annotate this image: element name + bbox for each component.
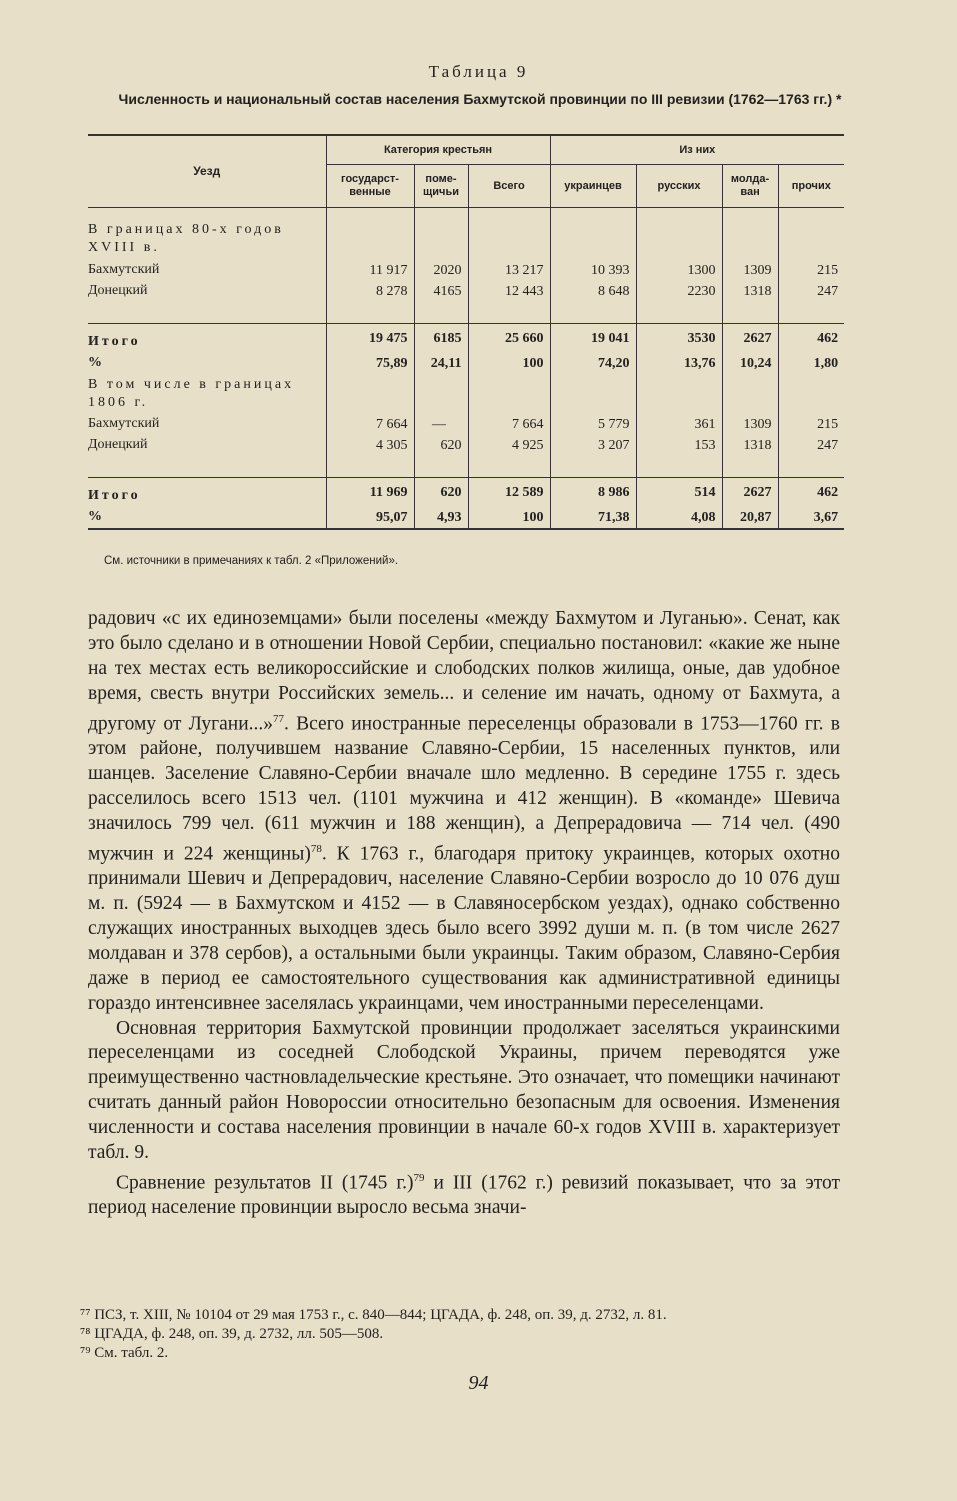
paragraph: радович «с их единоземцами» были поселены «между Бахмутом и Луганью». Сенат, как это было сделано и в отношении Новой Сербии, специально постановил: «какие же ныне на тех местах есть великороссийские и слободских полков жилища, оные, дав удобное время, свесть внутри Российских земель... и селение им начать, одному от Бахмута, а другому от Лугани...»$^{77}$. Всего иностранные переселенцы образовали в 1753—1760 гг. в этом районе, получившем название Славяно-Сербии, 15 населенных пунктов, или шанцев. Заселение Славяно-Сербии вначале шло медленно. В середине 1755 г. здесь расселилось всего 1513 чел. (1101 мужчина и 412 женщин). В «команде» Шевича значилось 799 чел. (611 мужчин и 188 женщин), а Депрерадовича — 714 чел. (490 мужчин и 224 женщины)$^{78}$. К 1763 г., благодаря притоку украинцев, которых охотно принимали Шевич и Депрерадович, население Славяно-Сербии возросло до 10 076 душ м. п. (5924 — в Бахмутском и 4152 — в Славяносербском уездах), однако собственно служащих иностранных выходцев здесь было всего 3992 души м. п. (в том числе 2627 молдаван и 378 сербов), а остальными были украинцы. Таким образом, Славяно-Сербия даже в период ее самостоятельного существования как административной единицы гораздо интенсивнее заселялась украинцами, чем иностранными переселенцами.: [88, 608, 840, 1014]
population-table: [88, 134, 844, 530]
footnote-ref: 78: [310, 842, 322, 855]
header-uezd: Уезд: [88, 135, 326, 208]
footnotes: [80, 1306, 840, 1363]
section-label: В границах 80-х годов XVIII в.: [88, 221, 284, 255]
footnote: ⁷⁸ ЦГАДА, ф. 248, оп. 39, д. 2732, лл. 505—508.: [80, 1326, 384, 1342]
footnote: ⁷⁹ См. табл. 2.: [80, 1345, 169, 1361]
header-mold: молда-ван: [722, 165, 778, 208]
table-title: Численность и национальный состав населения Бахмутской провинции по III ревизии (1762—1763 гг.) *: [118, 91, 842, 107]
table-caption: Таблица 9: [428, 62, 529, 81]
table-row: Донецкий 4 305 620 4 925 3 207 153 1318 247: [88, 435, 844, 456]
header-ukr: украинцев: [550, 165, 636, 208]
table-note: См. источники в примечаниях к табл. 2 «Приложений».: [104, 555, 399, 567]
table-row: [88, 208, 844, 260]
total-row: Итого 11 969 620 12 589 8 986 514 2627 462: [88, 477, 844, 507]
header-vsego: Всего: [468, 165, 550, 208]
table-row: [88, 456, 844, 478]
header-rus: русских: [636, 165, 722, 208]
header-of-them: Из них: [550, 135, 844, 165]
page-number: 94: [468, 1372, 489, 1394]
table-row: Донецкий 8 278 4165 12 443 8 648 2230 1318 247: [88, 281, 844, 302]
footnote-ref: 77: [273, 712, 285, 725]
header-proch: прочих: [778, 165, 844, 208]
percent-row: % 75,89 24,11 100 74,20 13,76 10,24 1,80: [88, 353, 844, 374]
total-row: Итого 19 475 6185 25 660 19 041 3530 2627 462: [88, 323, 844, 353]
header-pom: поме-щичьи: [414, 165, 468, 208]
header-gos: государст-венные: [326, 165, 414, 208]
percent-row: % 95,07 4,93 100 71,38 4,08 20,87 3,67: [88, 507, 844, 529]
body-text: [88, 607, 840, 1221]
header-category: Категория крестьян: [326, 135, 550, 165]
paragraph: Основная территория Бахмутской провинции продолжает заселяться украинскими переселенцами из соседней Слободской Украины, причем переводятся уже преимущественно частновладельческие крестьяне. Это означает, что помещики начинают считать данный район Новороссии относительно безопасным для освоения. Изменения численности и состава населения провинции в начале 60-х годов XVIII в. характеризует табл. 9.: [88, 1017, 840, 1164]
paragraph: Сравнение результатов II (1745 г.)$^{79}$ и III (1762 г.) ревизий показывает, что за этот период население провинции выросло весьма значи-: [88, 1171, 841, 1219]
table-row: [88, 302, 844, 324]
table-row: Бахмутский 11 917 2020 13 217 10 393 1300 1309 215: [88, 260, 844, 281]
table-row: Бахмутский 7 664 — 7 664 5 779 361 1309 215: [88, 414, 844, 435]
table-row: [88, 374, 844, 414]
footnote-ref: 79: [413, 1171, 425, 1184]
footnote: ⁷⁷ ПСЗ, т. XIII, № 10104 от 29 мая 1753 г., с. 840—844; ЦГАДА, ф. 248, оп. 39, д. 2732, л. 81.: [80, 1307, 667, 1323]
section-label: В том числе в границах 1806 г.: [88, 376, 295, 410]
